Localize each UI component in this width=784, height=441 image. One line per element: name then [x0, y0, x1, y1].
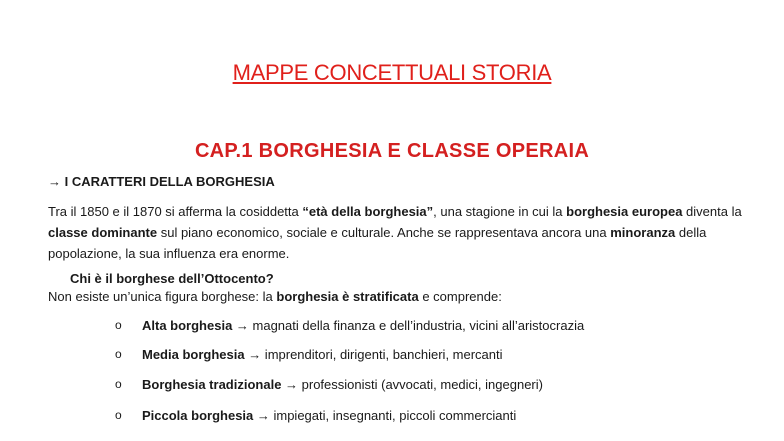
paragraph-bold: classe dominante	[48, 225, 158, 240]
paragraph-bold: borghesia europea	[566, 204, 683, 219]
list-item-desc: → magnati della finanza e dell’industria, vicini all’aristocrazia	[232, 318, 585, 333]
list-intro	[48, 289, 502, 304]
intro-text: Non esiste un’unica figura borghese: la	[48, 289, 277, 304]
bullet-icon: o	[115, 318, 122, 332]
chapter-heading: CAP.1 BORGHESIA E CLASSE OPERAIA	[194, 140, 590, 162]
paragraph-text: , una stagione in cui la	[433, 204, 567, 219]
question-heading: Chi è il borghese dell’Ottocento?	[70, 271, 274, 286]
list-item-term: Media borghesia	[142, 347, 245, 362]
list-item-desc: → impiegati, insegnanti, piccoli commercianti	[253, 408, 517, 423]
paragraph-bold: minoranza	[610, 225, 676, 240]
list-item-desc: → imprenditori, dirigenti, banchieri, mercanti	[244, 347, 503, 362]
list-item-text	[142, 347, 503, 362]
list-item-text	[142, 408, 516, 423]
bullet-icon: o	[115, 408, 122, 422]
list-item-desc: → professionisti (avvocati, medici, ingegneri)	[281, 377, 543, 392]
list-item-term: Alta borghesia	[142, 318, 233, 333]
paragraph-text: della popolazione, la sua influenza era enorme.	[48, 225, 707, 261]
list-item-term: Borghesia tradizionale	[142, 377, 282, 392]
intro-bold: borghesia è stratificata	[276, 289, 419, 304]
list-item-term: Piccola borghesia	[142, 408, 254, 423]
bullet-icon: o	[115, 347, 122, 361]
intro-text: e comprende:	[418, 289, 502, 304]
paragraph-text: Tra il 1850 e il 1870 si afferma la cosiddetta	[48, 204, 303, 219]
bullet-icon: o	[115, 377, 122, 391]
paragraph-bold: “età della borghesia”	[302, 204, 434, 219]
list-item-text	[142, 377, 543, 392]
intro-paragraph	[48, 201, 748, 264]
paragraph-text: sul piano economico, sociale e culturale. Anche se rappresentava ancora una	[157, 225, 611, 240]
document-title: MAPPE CONCETTUALI STORIA	[232, 60, 552, 85]
paragraph-text: diventa la	[682, 204, 742, 219]
list-item-text	[142, 318, 584, 333]
section-heading: → I CARATTERI DELLA BORGHESIA	[48, 174, 275, 189]
